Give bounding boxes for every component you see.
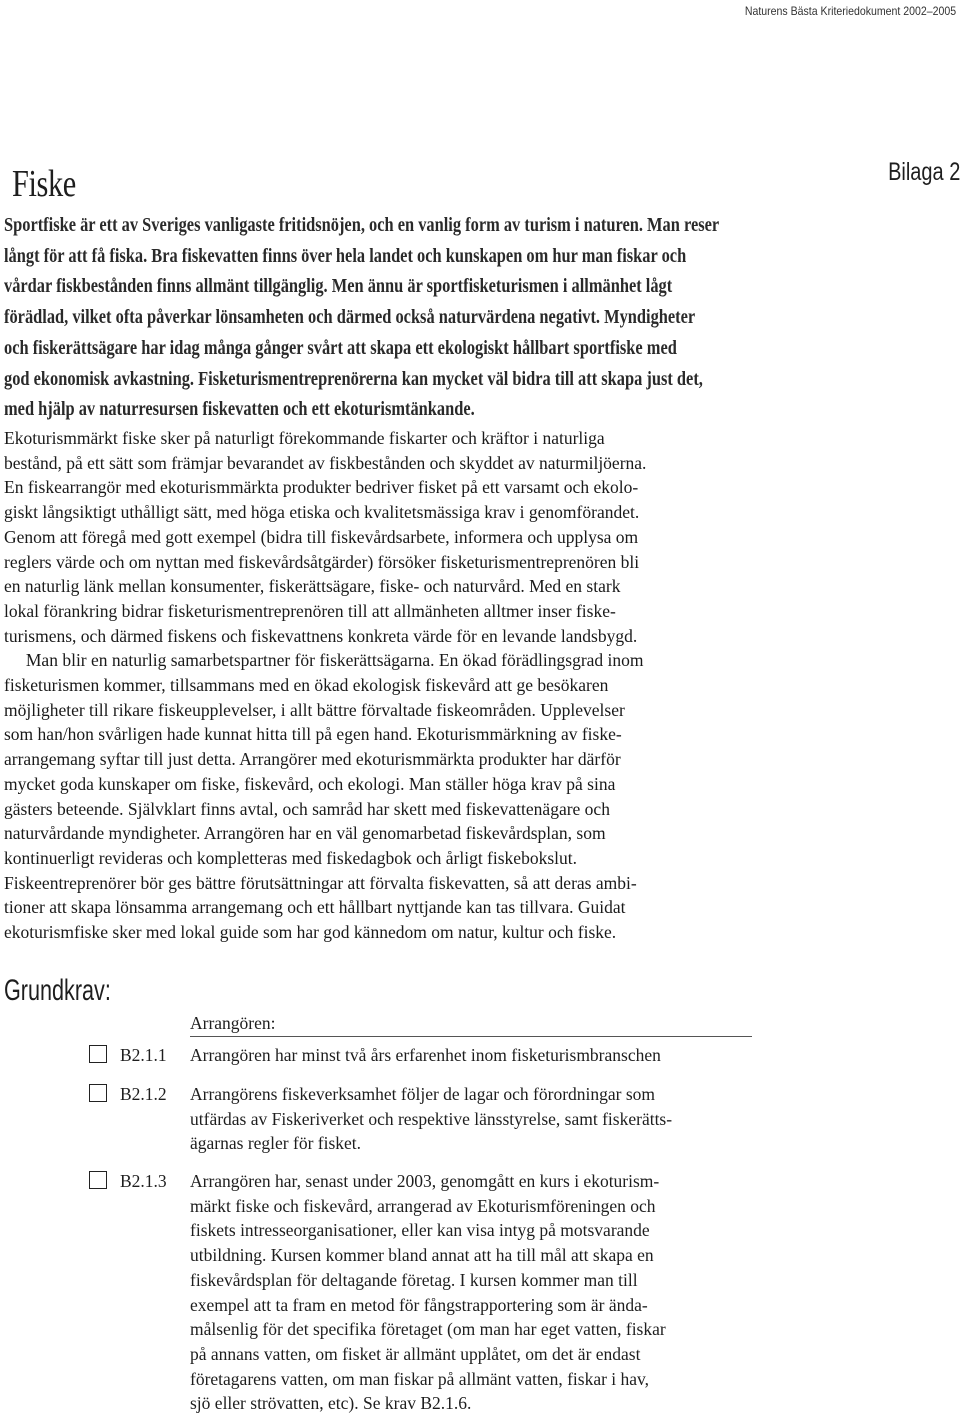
requirement-code: B2.1.2 <box>120 1084 167 1104</box>
body-line: som han/hon svårligen hade kunnat hitta till på egen hand. Ekoturismmärkning av fiske- <box>4 724 622 745</box>
body-line: Man blir en naturlig samarbetspartner för fiskerättsägarna. En ökad förädlingsgrad inom <box>4 650 644 671</box>
body-line: Genom att föregå med gott exempel (bidra till fiskevårdsarbete, informera och upplysa om <box>4 526 639 547</box>
requirement-line: Arrangören har minst två års erfarenhet inom fisketurismbranschen <box>190 1045 661 1065</box>
requirement-line: utbildning. Kursen kommer bland annat att ha till mål att skapa en <box>190 1245 654 1266</box>
body-line: arrangemang syftar till just detta. Arrangörer med ekoturismmärkta produkter har därför <box>4 749 621 770</box>
intro-line: Sportfiske är ett av Sveriges vanligaste fritidsnöjen, och en vanlig form av turism i naturen. Man reser <box>4 214 720 236</box>
requirement-line: fiskets intresseorganisationer, eller kan visa intyg på motsvarande <box>190 1220 650 1241</box>
requirement-checkbox[interactable] <box>89 1084 107 1102</box>
requirement-text <box>190 1043 661 1068</box>
intro-line: och fiskerättsägare har idag många gånger svårt att skapa ett ekologiskt hållbart sportfiske med <box>4 336 677 359</box>
requirement-checkbox[interactable] <box>89 1045 107 1063</box>
body-line: fisketurismen kommer, tillsammans med en ökad ekologisk fiskevård att ge besökaren <box>4 675 609 696</box>
requirement-line: märkt fiske och fiskevård, arrangerad av Ekoturismföreningen och <box>190 1195 656 1216</box>
appendix-label: Bilaga 2 <box>887 158 960 186</box>
intro-line: god ekonomisk avkastning. Fisketurismentreprenörerna kan mycket väl bidra till att skapa just det, <box>4 367 703 390</box>
body-line: möjligheter till rikare fiskeupplevelser, i allt bättre förvaltade fiskeområden. Upplevelser <box>4 699 625 720</box>
body-line: tioner att skapa lönsamma arrangemang och ett hållbart nyttjande kan tas tillvara. Guidat <box>4 897 626 918</box>
body-line: mycket goda kunskaper om fiske, fiskevård, och ekologi. Man ställer höga krav på sina <box>4 773 616 794</box>
requirement-line: målsenlig för det specifika företaget (om man har eget vatten, fiskar <box>190 1319 666 1340</box>
body-line: bestånd, på ett sätt som främjar bevarandet av fiskbestånden och skyddet av naturmiljöerna. <box>4 452 647 473</box>
body-line: reglers värde och om nyttan med fiskevårdsåtgärder) försöker fisketurismentreprenören bli <box>4 551 640 572</box>
intro-paragraph <box>4 210 898 425</box>
requirements-subject-header: Arrangören: <box>190 1012 752 1037</box>
requirement-line: exempel att ta fram en metod för fångstrapportering som är ända- <box>190 1294 648 1315</box>
body-line: Ekoturismmärkt fiske sker på naturligt förekommande fiskarter och kräftor i naturliga <box>4 428 605 448</box>
requirement-text <box>190 1169 666 1416</box>
requirement-code: B2.1.1 <box>120 1045 167 1065</box>
body-line: turismens, och därmed fiskens och fiskevattnens konkreta värde för en levande landsbygd. <box>4 625 638 646</box>
requirement-line: ägarnas regler för fisket. <box>190 1133 362 1154</box>
body-line: giskt långsiktigt uthålligt sätt, med höga etiska och kvalitetsmässiga krav i genomförandet. <box>4 502 640 523</box>
intro-line: förädlad, vilket ofta påverkar lönsamheten och därmed också naturvärdena negativt. Myndigheter <box>4 306 696 329</box>
body-line: kontinuerligt revideras och kompletteras med fiskedagbok och årligt fiskebokslut. <box>4 847 577 868</box>
body-line: Fiskeentreprenörer bör ges bättre förutsättningar att förvalta fiskevatten, så att deras ambi- <box>4 872 637 893</box>
page-title: Fiske <box>11 163 76 205</box>
requirement-line: Arrangören har, senast under 2003, genomgått en kurs i ekoturism- <box>190 1171 660 1191</box>
intro-line: med hjälp av naturresursen fiskevatten och ett ekoturismtänkande. <box>4 398 475 421</box>
requirement-line: Arrangörens fiskeverksamhet följer de lagar och förordningar som <box>190 1084 656 1104</box>
body-line: gästers beteende. Självklart finns avtal, och samråd har skett med fiskevattenägare och <box>4 798 610 819</box>
requirement-text <box>190 1082 672 1156</box>
body-line: lokal förankring bidrar fisketurismentreprenören till att allmänheten alltmer inser fiske- <box>4 600 616 621</box>
requirement-code: B2.1.3 <box>120 1171 167 1191</box>
requirement-line: företagarens vatten, om man fiskar på allmänt vatten, fiskar i hav, <box>190 1368 650 1389</box>
requirement-line: fiskevårdsplan för deltagande företag. I kursen kommer man till <box>190 1269 638 1290</box>
body-line: En fiskearrangör med ekoturismmärkta produkter bedriver fisket på ett varsamt och ekolo- <box>4 477 639 498</box>
requirement-line: utfärdas av Fiskeriverket och respektive länsstyrelse, samt fiskerätts- <box>190 1108 673 1129</box>
body-text <box>4 426 646 945</box>
requirement-checkbox[interactable] <box>89 1171 107 1189</box>
running-header: Naturens Bästa Kriteriedokument 2002–2005 <box>744 4 956 18</box>
requirement-line: på annans vatten, om fisket är allmänt upplåtet, om det är endast <box>190 1343 641 1364</box>
intro-line: vårdar fiskbestånden finns allmänt tillgänglig. Men ännu är sportfisketurismen i allmänhet lågt <box>4 275 673 298</box>
body-line: en naturlig länk mellan konsumenter, fiskerättsägare, fiske- och naturvård. Med en stark <box>4 576 621 597</box>
body-line: ekoturismfiske sker med lokal guide som har god kännedom om natur, kultur och fiske. <box>4 922 617 943</box>
requirements-heading: Grundkrav: <box>4 974 111 1007</box>
requirement-line: sjö eller strövatten, etc). Se krav B2.1.6. <box>190 1393 472 1414</box>
body-line: naturvårdande myndigheter. Arrangören har en väl genomarbetad fiskevårdsplan, som <box>4 823 606 844</box>
intro-line: långt för att få fiska. Bra fiskevatten finns över hela landet och kunskapen om hur man fiskar och <box>4 244 687 267</box>
